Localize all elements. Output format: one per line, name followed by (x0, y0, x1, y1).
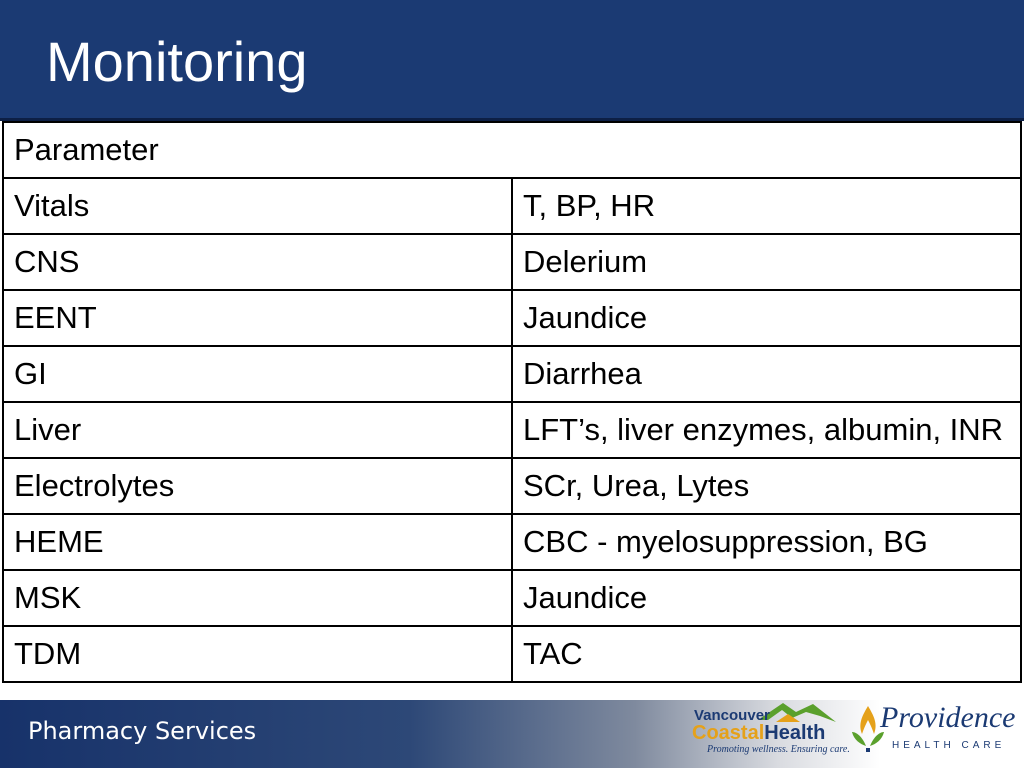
table-row (3, 346, 1021, 402)
table-row (3, 290, 1021, 346)
footer-text: Pharmacy Services (28, 717, 257, 745)
detail-cell: Delerium (512, 234, 1021, 290)
providence-logo-name: Providence (880, 701, 1016, 734)
table-header-cell: Parameter (3, 122, 1021, 178)
vch-logo-line1: Vancouver (694, 707, 770, 724)
slide-title: Monitoring (46, 30, 308, 93)
table-row (3, 570, 1021, 626)
parameter-cell: Vitals (3, 178, 512, 234)
parameter-cell: Electrolytes (3, 458, 512, 514)
table-row (3, 234, 1021, 290)
parameter-cell: Liver (3, 402, 512, 458)
detail-cell: TAC (512, 626, 1021, 682)
table-row (3, 626, 1021, 682)
parameter-cell: TDM (3, 626, 512, 682)
parameter-cell: MSK (3, 570, 512, 626)
parameter-cell: EENT (3, 290, 512, 346)
table-row (3, 178, 1021, 234)
detail-cell: Jaundice (512, 570, 1021, 626)
monitoring-table (2, 121, 1022, 683)
parameter-cell: HEME (3, 514, 512, 570)
vch-logo-line2 (692, 722, 825, 744)
detail-cell: SCr, Urea, Lytes (512, 458, 1021, 514)
detail-cell: Diarrhea (512, 346, 1021, 402)
parameter-cell: CNS (3, 234, 512, 290)
detail-cell: Jaundice (512, 290, 1021, 346)
vch-logo-health: Health (764, 722, 826, 744)
vch-logo-tagline: Promoting wellness. Ensuring care. (707, 744, 850, 755)
providence-logo-subtitle: HEALTH CARE (892, 740, 1006, 751)
detail-cell: T, BP, HR (512, 178, 1021, 234)
detail-cell: CBC - myelosuppression, BG (512, 514, 1021, 570)
table-row (3, 458, 1021, 514)
parameter-cell: GI (3, 346, 512, 402)
table-header-row (3, 122, 1021, 178)
vch-logo-coastal: Coastal (692, 722, 765, 744)
table-row (3, 514, 1021, 570)
table-row (3, 402, 1021, 458)
detail-cell: LFT’s, liver enzymes, albumin, INR (512, 402, 1021, 458)
